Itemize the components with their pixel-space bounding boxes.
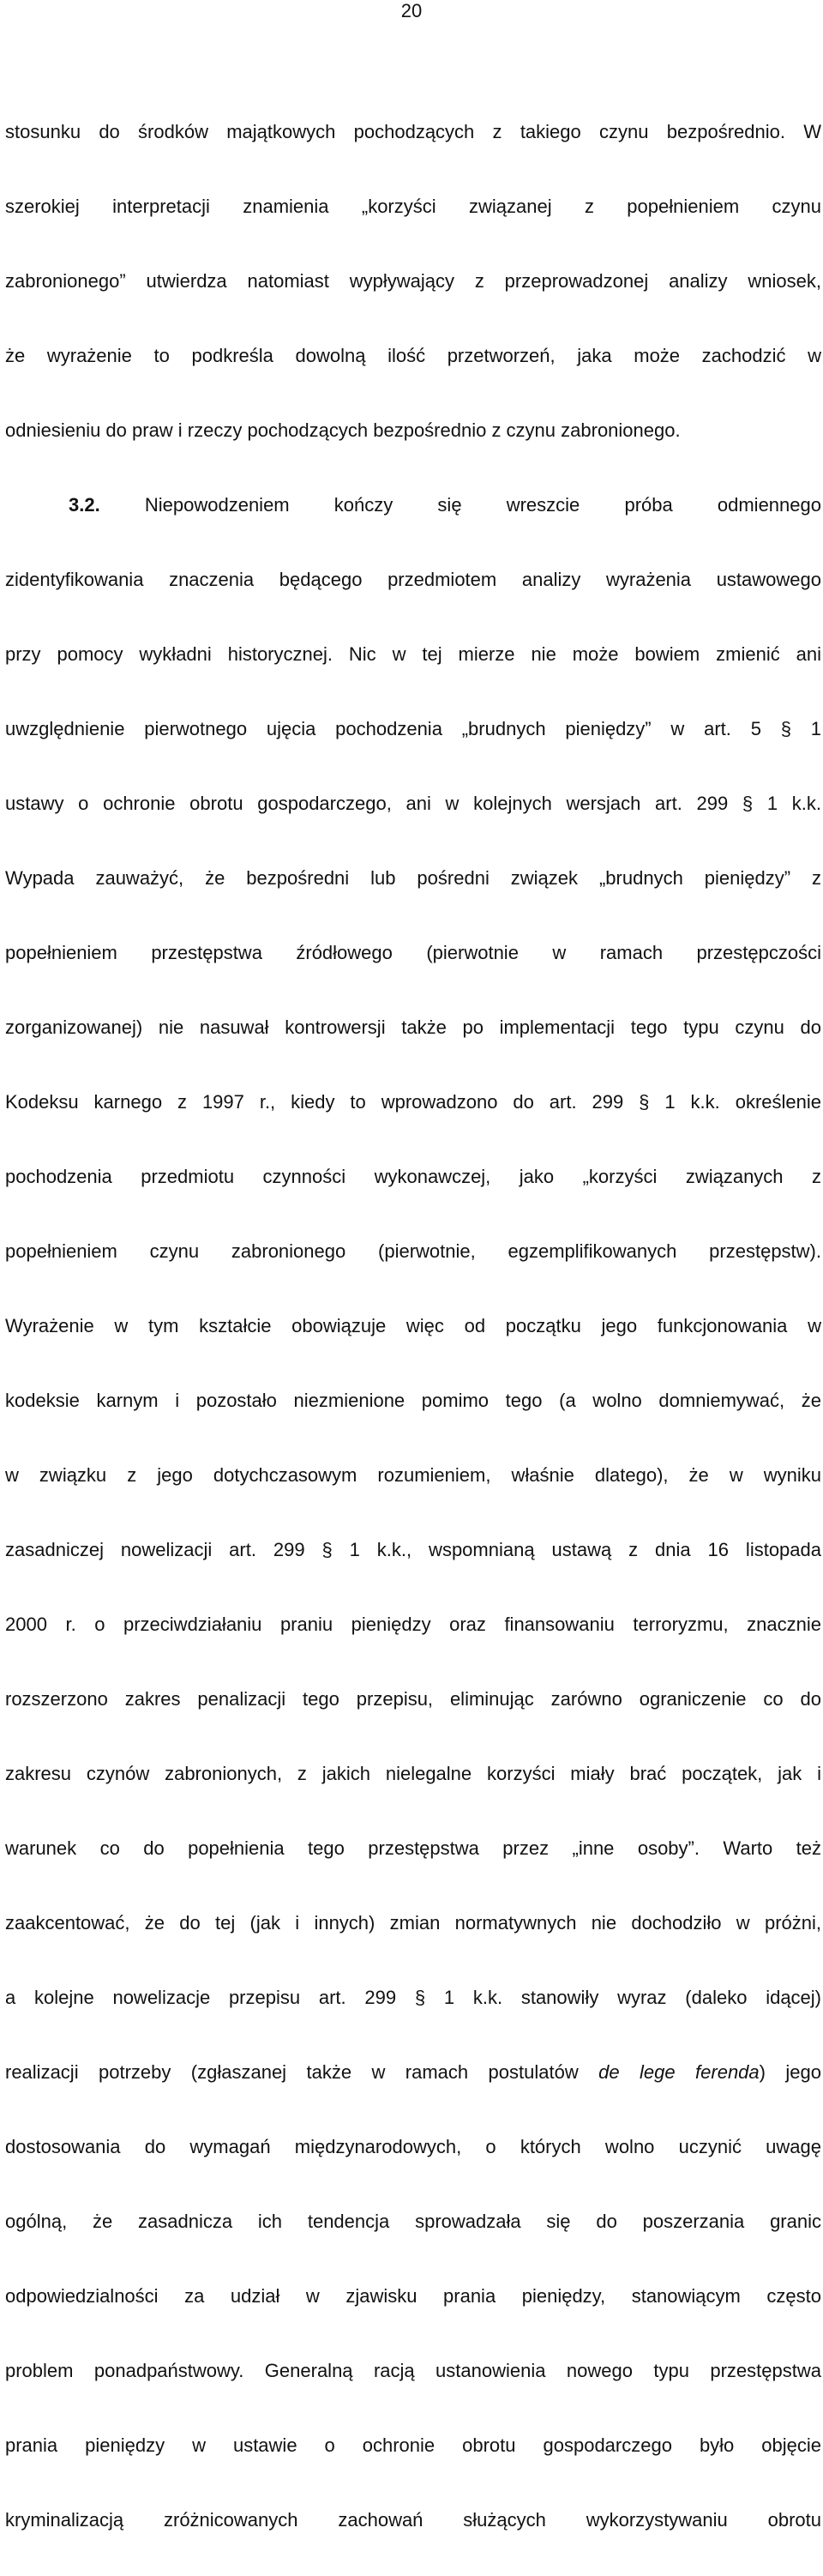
text-line: dostosowania do wymagań międzynarodowych, o których wolno uczynić uwagę <box>5 2135 821 2157</box>
text-line: zakresu czynów zabronionych, z jakich nielegalne korzyści miały brać początek, jak i <box>5 1762 821 1784</box>
text-line: że wyrażenie to podkreśla dowolną ilość przetworzeń, jaka może zachodzić w <box>5 344 821 366</box>
text-line: 2000 r. o przeciwdziałaniu praniu pieniędzy oraz finansowaniu terroryzmu, znacznie <box>5 1613 821 1635</box>
body-text <box>5 75 821 2576</box>
text-line: pochodzenia przedmiotu czynności wykonawczej, jako „korzyści związanych z <box>5 1165 821 1187</box>
text-line: Wyrażenie w tym kształcie obowiązuje więc od początku jego funkcjonowania w <box>5 1314 821 1336</box>
text-line: odpowiedzialności za udział w zjawisku prania pieniędzy, stanowiącym często <box>5 2284 821 2307</box>
section-heading-line <box>5 486 821 524</box>
text-line: problem ponadpaństwowy. Generalną racją ustanowienia nowego typu przestępstwa <box>5 2359 821 2381</box>
text-line: popełnieniem czynu zabronionego (pierwotnie, egzemplifikowanych przestępstw). <box>5 1240 821 1262</box>
text-line: warunek co do popełnienia tego przestępstwa przez „inne osoby”. Warto też <box>5 1837 821 1859</box>
text-line: popełnieniem przestępstwa źródłowego (pierwotnie w ramach przestępczości <box>5 941 821 963</box>
text-line-with-italic <box>5 2054 821 2091</box>
text-line: Niepowodzeniem kończy się wreszcie próba odmiennego <box>144 493 821 516</box>
text-line: uwzględnienie pierwotnego ujęcia pochodzenia „brudnych pieniędzy” w art. 5 § 1 <box>5 717 821 739</box>
text-line: szerokiej interpretacji znamienia „korzyści związanej z popełnieniem czynu <box>5 195 821 217</box>
text-line: zabronionego” utwierdza natomiast wypływający z przeprowadzonej analizy wniosek, <box>5 269 821 292</box>
text-line: Wypada zauważyć, że bezpośredni lub pośredni związek „brudnych pieniędzy” z <box>5 866 821 889</box>
text-line: ustawy o ochronie obrotu gospodarczego, ani w kolejnych wersjach art. 299 § 1 k.k. <box>5 792 821 814</box>
text-line: odniesieniu do praw i rzeczy pochodzących bezpośrednio z czynu zabronionego. <box>5 419 681 441</box>
text-line: a kolejne nowelizacje przepisu art. 299 § 1 k.k. stanowiły wyraz (daleko idącej) <box>5 1986 821 2008</box>
page-number: 20 <box>400 0 423 21</box>
text-segment: ) jego <box>759 2060 821 2083</box>
text-line: kodeksie karnym i pozostało niezmienione pomimo tego (a wolno domniemywać, że <box>5 1389 821 1411</box>
text-line: przy pomocy wykładni historycznej. Nic w tej mierze nie może bowiem zmienić ani <box>5 642 821 665</box>
text-line: zidentyfikowania znaczenia będącego przedmiotem analizy wyrażenia ustawowego <box>5 568 821 590</box>
text-line: kryminalizacją zróżnicowanych zachowań służących wykorzystywaniu obrotu <box>5 2508 821 2531</box>
text-line: stosunku do środków majątkowych pochodzących z takiego czynu bezpośrednio. W <box>5 120 821 142</box>
latin-phrase: de lege ferenda <box>598 2060 760 2083</box>
text-line: ogólną, że zasadnicza ich tendencja sprowadzała się do poszerzania granic <box>5 2210 821 2232</box>
text-segment: realizacji potrzeby (zgłaszanej także w ramach postulatów <box>5 2060 599 2083</box>
text-line: prania pieniędzy w ustawie o ochronie obrotu gospodarczego było objęcie <box>5 2434 821 2456</box>
text-line: zasadniczej nowelizacji art. 299 § 1 k.k., wspomnianą ustawą z dnia 16 listopada <box>5 1538 821 1560</box>
text-line: zorganizowanej) nie nasuwał kontrowersji także po implementacji tego typu czynu do <box>5 1016 821 1038</box>
text-line: rozszerzono zakres penalizacji tego przepisu, eliminując zarówno ograniczenie co do <box>5 1687 821 1710</box>
section-number: 3.2. <box>69 493 100 516</box>
text-line: Kodeksu karnego z 1997 r., kiedy to wprowadzono do art. 299 § 1 k.k. określenie <box>5 1090 821 1113</box>
text-line: w związku z jego dotychczasowym rozumieniem, właśnie dlatego), że w wyniku <box>5 1463 821 1486</box>
text-line: zaakcentować, że do tej (jak i innych) zmian normatywnych nie dochodziło w próżni, <box>5 1911 821 1934</box>
